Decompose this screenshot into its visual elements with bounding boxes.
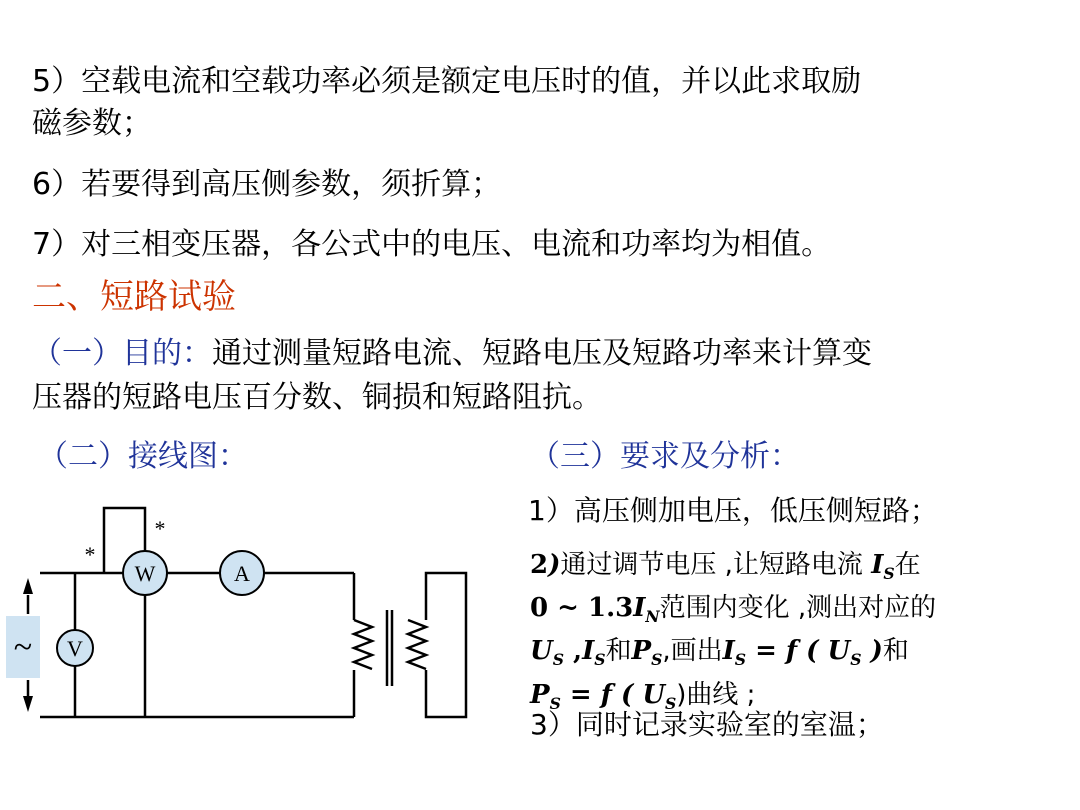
item-7: 7）对三相变压器，各公式中的电压、电流和功率均为相值。 — [32, 227, 832, 262]
req2-row2: 0 ~ $1.3I_N$范围内变化 ,测出对应的 — [530, 593, 937, 627]
wiring-heading: （二）接线图： — [38, 439, 248, 474]
polarity-star-1: * — [84, 542, 96, 567]
polarity-star-2: * — [154, 516, 166, 541]
purpose-text: 通过测量短路电流、短路电压及短路功率来计算变 — [212, 336, 872, 371]
requirement-3: 3）同时记录实验室的室温； — [530, 708, 884, 741]
source-symbol: ~ — [13, 629, 33, 666]
req2-row4: $P_S = f$ ( $U_S$)曲线 ; — [530, 679, 756, 713]
req2-row3: $U_S$ $,I_S$和$P_S$,画出$I_S = f$ ( $U_S$ )和 — [530, 636, 909, 670]
requirement-1: 1）高压侧加电压，低压侧短路； — [528, 494, 938, 527]
requirement-2 — [530, 548, 936, 721]
item-5-line2: 磁参数； — [32, 106, 152, 141]
wattmeter-label: W — [134, 561, 156, 586]
voltmeter-label: V — [67, 636, 83, 661]
section-title: 二、短路试验 — [32, 277, 236, 317]
purpose-prefix: （一）目的： — [32, 336, 212, 371]
purpose-line1 — [32, 334, 872, 374]
ammeter-label: A — [234, 561, 250, 586]
req2-row1: 2)通过调节电压 ,让短路电流 $I_S$在 — [530, 550, 921, 584]
item-6: 6）若要得到高压侧参数，须折算； — [32, 167, 502, 202]
purpose-line2: 压器的短路电压百分数、铜损和短路阻抗。 — [32, 380, 602, 415]
wiring-diagram — [0, 490, 500, 780]
requirements-heading: （三）要求及分析： — [530, 439, 800, 474]
item-5-line1: 5）空载电流和空载功率必须是额定电压时的值，并以此求取励 — [32, 64, 862, 99]
